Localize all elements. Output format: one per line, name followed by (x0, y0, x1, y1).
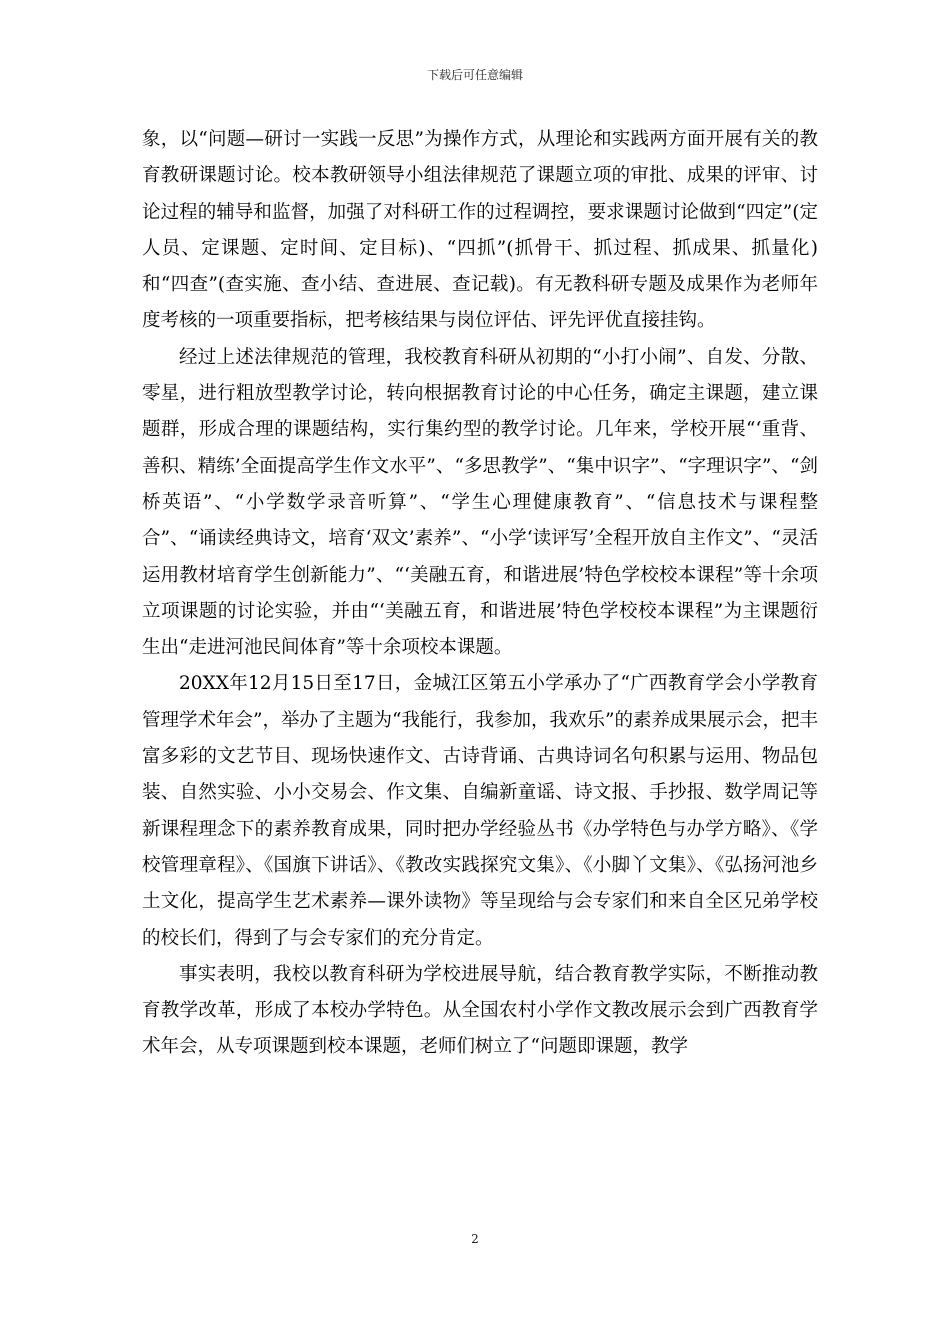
paragraph-3: 20XX年12月15日至17日，金城江区第五小学承办了“广西教育学会小学教育管理学术年会”，举办了主题为“我能行，我参加，我欢乐”的素养成果展示会，把丰富多彩的文艺节目、现场快速作文、古诗背诵、古典诗词名句积累与运用、物品包装、自然实验、小小交易会、作文集、自编新童谣、诗文报、手抄报、数学周记等新课程理念下的素养教育成果，同时把办学经验丛书《办学特色与办学方略》、《学校管理章程》、《国旗下讲话》、《教改实践探究文集》、《小脚丫文集》、《弘扬河池乡土文化，提高学生艺术素养—课外读物》等呈现给与会专家们和来自全区兄弟学校的校长们，得到了与会专家们的充分肯定。 (142, 673, 818, 949)
paragraph-1: 象，以“问题—研讨一实践一反思”为操作方式，从理论和实践两方面开展有关的教育教研课题讨论。校本教研领导小组法律规范了课题立项的审批、成果的评审、讨论过程的辅导和监督，加强了对科研工作的过程调控，要求课题讨论做到“四定”(定人员、定课题、定时间、定目标)、“四抓”(抓骨干、抓过程、抓成果、抓量化)和“四查”(查实施、查小结、查进展、查记载)。有无教科研专题及成果作为老师年度考核的一项重要指标，把考核结果与岗位评估、评先评优直接挂钩。 (142, 129, 818, 332)
page-number: 2 (471, 1232, 479, 1246)
document-body (142, 122, 818, 1066)
page-header: 下载后可任意编辑 (426, 68, 523, 82)
paragraph-2: 经过上述法律规范的管理，我校教育科研从初期的“小打小闹”、自发、分散、零星，进行粗放型教学讨论，转向根据教育讨论的中心任务，确定主课题，建立课题群，形成合理的课题结构，实行集约型的教学讨论。几年来，学校开展“‘重背、善积、精练’全面提高学生作文水平”、“多思教学”、“集中识字”、“字理识字”、“剑桥英语”、“小学数学录音听算”、“学生心理健康教育”、“信息技术与课程整合”、“诵读经典诗文，培育‘双文’素养”、“小学‘读评写’全程开放自主作文”、“灵活运用教材培育学生创新能力”、“‘美融五育，和谐进展’特色学校校本课程”等十余项立项课题的讨论实验，并由“‘美融五育，和谐进展’特色学校校本课程”为主课题衍生出“走进河池民间体育”等十余项校本课题。 (142, 346, 818, 659)
paragraph-4: 事实表明，我校以教育科研为学校进展导航，结合教育教学实际，不断推动教育教学改革，形成了本校办学特色。从全国农村小学作文教改展示会到广西教育学术年会，从专项课题到校本课题，老师们树立了“问题即课题，教学 (142, 963, 818, 1058)
